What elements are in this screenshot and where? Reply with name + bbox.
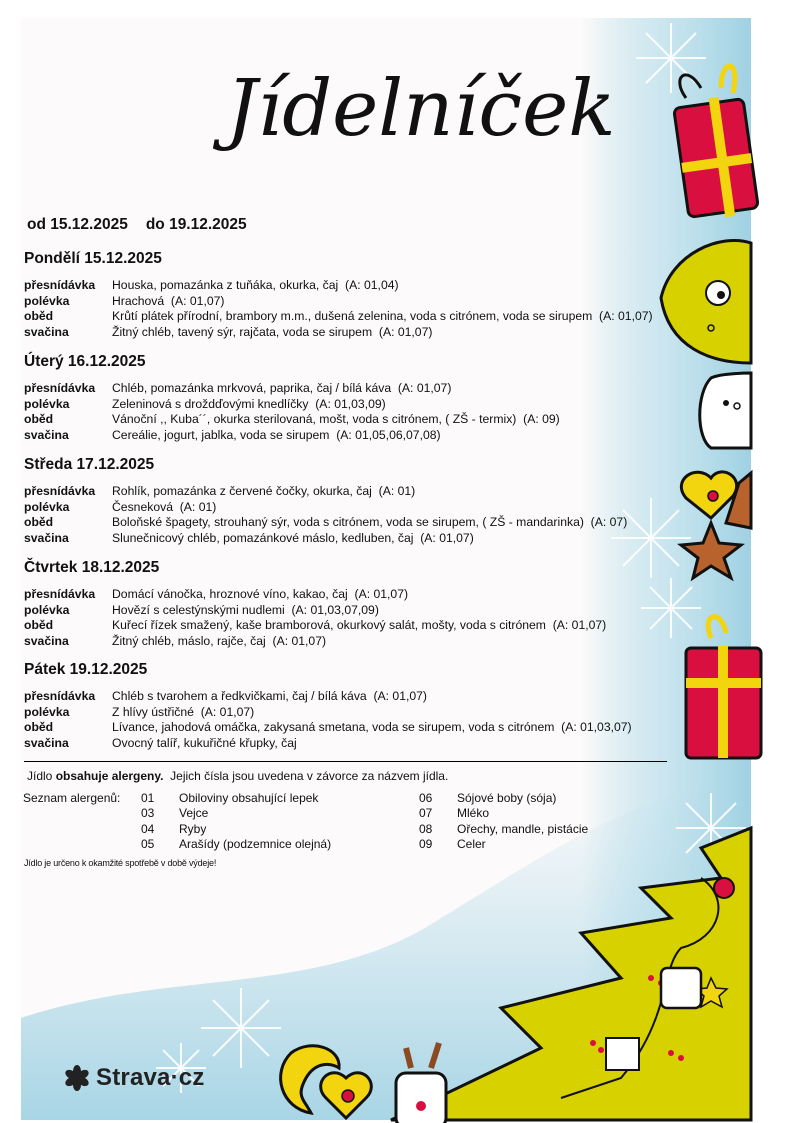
meal-description: Cereálie, jogurt, jablka, voda se sirupem (A: 01,05,06,07,08)	[112, 427, 441, 442]
meal-type: svačina	[24, 530, 69, 545]
allergen-item	[141, 837, 331, 852]
meal-description: Lívance, jahodová omáčka, zakysaná smetana, voda se sirupem, voda s citrónem (A: 01,03,07)	[112, 720, 632, 735]
meal-type: svačina	[24, 633, 69, 648]
allergen-name: Mléko	[457, 806, 490, 821]
allergen-item	[141, 806, 331, 821]
meal-type: přesnídávka	[24, 689, 96, 703]
allergen-column-left	[141, 791, 331, 852]
meal-row	[24, 500, 627, 516]
page-title: Jídelníček	[226, 64, 616, 154]
meal-row	[24, 618, 606, 634]
allergen-item	[419, 791, 588, 806]
creature-icon	[700, 373, 751, 448]
allergen-column-right	[419, 791, 588, 852]
allergen-item	[141, 822, 331, 837]
allergen-item	[419, 806, 588, 821]
meal-row	[24, 736, 632, 752]
meal-type: polévka	[24, 293, 70, 308]
allergen-code: 05	[141, 836, 155, 851]
strava-logo	[64, 1064, 205, 1092]
meal-type: polévka	[24, 396, 70, 411]
meal-description: Krůtí plátek přírodní, brambory m.m., dušená zelenina, voda s citrónem, voda se sirupem (A: 01,07)	[112, 309, 653, 324]
allergen-name: Ryby	[179, 821, 207, 836]
logo-text: Strava·cz	[96, 1064, 205, 1091]
meal-description: Slunečnicový chléb, pomazánkové máslo, kedluben, čaj (A: 01,07)	[112, 530, 474, 545]
footnote: Jídlo je určeno k okamžité spotřebě v době výdeje!	[24, 858, 217, 868]
day-title: Pondělí 15.12.2025	[24, 250, 162, 267]
meal-row	[24, 278, 653, 294]
meal-type: polévka	[24, 704, 70, 719]
allergen-name: Sójové boby (sója)	[457, 791, 557, 805]
meal-row	[24, 294, 653, 310]
meal-type: oběd	[24, 515, 54, 530]
meal-row	[24, 634, 606, 650]
allergen-name: Obiloviny obsahující lepek	[179, 791, 319, 805]
allergen-name: Celer	[457, 836, 486, 851]
meal-type: polévka	[24, 602, 70, 617]
meal-row	[24, 603, 606, 619]
meal-row	[24, 515, 627, 531]
meal-type: polévka	[24, 499, 70, 514]
meal-type: oběd	[24, 618, 54, 633]
meal-description: Z hlívy ústřičné (A: 01,07)	[112, 704, 255, 719]
meal-description: Vánoční ,, Kuba´´, okurka sterilovaná, mošt, voda s citrónem, ( ZŠ - termix) (A: 09)	[112, 412, 560, 427]
meal-row	[24, 381, 560, 397]
meal-description: Ovocný talíř, kukuřičné křupky, čaj	[112, 735, 297, 750]
allergen-item	[141, 791, 331, 806]
allergen-code: 09	[419, 836, 433, 851]
allergen-code: 06	[419, 791, 433, 805]
day-section	[24, 559, 606, 649]
meal-description: Chléb, pomazánka mrkvová, paprika, čaj / bílá káva (A: 01,07)	[112, 381, 452, 395]
meal-row	[24, 720, 632, 736]
meal-type: přesnídávka	[24, 381, 96, 395]
day-title: Pátek 19.12.2025	[24, 661, 148, 678]
meal-row	[24, 397, 560, 413]
allergen-name: Arašídy (podzemnice olejná)	[179, 836, 332, 851]
day-title: Úterý 16.12.2025	[24, 353, 146, 370]
meal-row	[24, 531, 627, 547]
meal-description: Domácí vánočka, hroznové víno, kakao, čaj (A: 01,07)	[112, 587, 409, 601]
allergen-code: 03	[141, 806, 155, 821]
meal-description: Houska, pomazánka z tuňáka, okurka, čaj (A: 01,04)	[112, 278, 399, 292]
meal-type: svačina	[24, 427, 69, 442]
day-title: Středa 17.12.2025	[24, 456, 155, 473]
meal-type: svačina	[24, 324, 69, 339]
menu-sheet	[21, 18, 751, 1120]
meal-row	[24, 484, 627, 500]
meal-type: oběd	[24, 412, 54, 427]
meal-type: přesnídávka	[24, 484, 96, 498]
meal-description: Hovězí s celestýnskými nudlemi (A: 01,03,07,09)	[112, 602, 379, 617]
day-section	[24, 456, 627, 546]
period-to: do 19.12.2025	[145, 216, 247, 233]
allergen-code: 08	[419, 821, 433, 836]
meal-description: Boloňské špagety, strouhaný sýr, voda s citrónem, voda se sirupem, ( ZŠ - mandarinka) (A: 07)	[112, 515, 628, 530]
meal-type: přesnídávka	[24, 587, 96, 601]
meal-row	[24, 689, 632, 705]
meal-description: Žitný chléb, máslo, rajče, čaj (A: 01,07)	[112, 633, 327, 648]
day-section	[24, 661, 632, 751]
day-section	[24, 353, 560, 443]
meal-row	[24, 705, 632, 721]
meal-row	[24, 325, 653, 341]
flower-icon	[64, 1065, 90, 1091]
meal-row	[24, 412, 560, 428]
meal-type: přesnídávka	[24, 278, 96, 292]
meal-description: Chléb s tvarohem a ředkvičkami, čaj / bílá káva (A: 01,07)	[112, 689, 427, 703]
allergen-note: Jídlo obsahuje alergeny. Jejich čísla jsou uvedena v závorce za názvem jídla.	[27, 769, 449, 783]
date-range	[27, 216, 247, 234]
day-section	[24, 250, 653, 340]
allergen-code: 04	[141, 821, 155, 836]
period-from: od 15.12.2025	[27, 216, 128, 233]
allergen-item	[419, 822, 588, 837]
meal-row	[24, 309, 653, 325]
meal-description: Zeleninová s droždďovými knedlíčky (A: 01,03,09)	[112, 396, 386, 411]
allergen-list-label: Seznam alergenů:	[23, 791, 121, 805]
meal-type: oběd	[24, 309, 54, 324]
meal-row	[24, 428, 560, 444]
allergen-code: 07	[419, 806, 433, 821]
meal-type: oběd	[24, 720, 54, 735]
meal-description: Rohlík, pomazánka z červené čočky, okurka, čaj (A: 01)	[112, 484, 416, 498]
day-title: Čtvrtek 18.12.2025	[24, 559, 160, 576]
allergen-code: 01	[141, 791, 155, 805]
meal-description: Kuřecí řízek smažený, kaše bramborová, okurkový salát, mošty, voda s citrónem (A: 01,07)	[112, 618, 607, 633]
meal-type: svačina	[24, 735, 69, 750]
page-title-script	[206, 40, 616, 175]
meal-row	[24, 587, 606, 603]
meal-description: Žitný chléb, tavený sýr, rajčata, voda se sirupem (A: 01,07)	[112, 324, 433, 339]
allergen-name: Ořechy, mandle, pistácie	[457, 821, 589, 836]
meal-description: Hrachová (A: 01,07)	[112, 293, 225, 308]
allergen-item	[419, 837, 588, 852]
meal-description: Česneková (A: 01)	[112, 499, 217, 514]
separator-line	[24, 761, 667, 762]
allergen-name: Vejce	[179, 806, 209, 821]
